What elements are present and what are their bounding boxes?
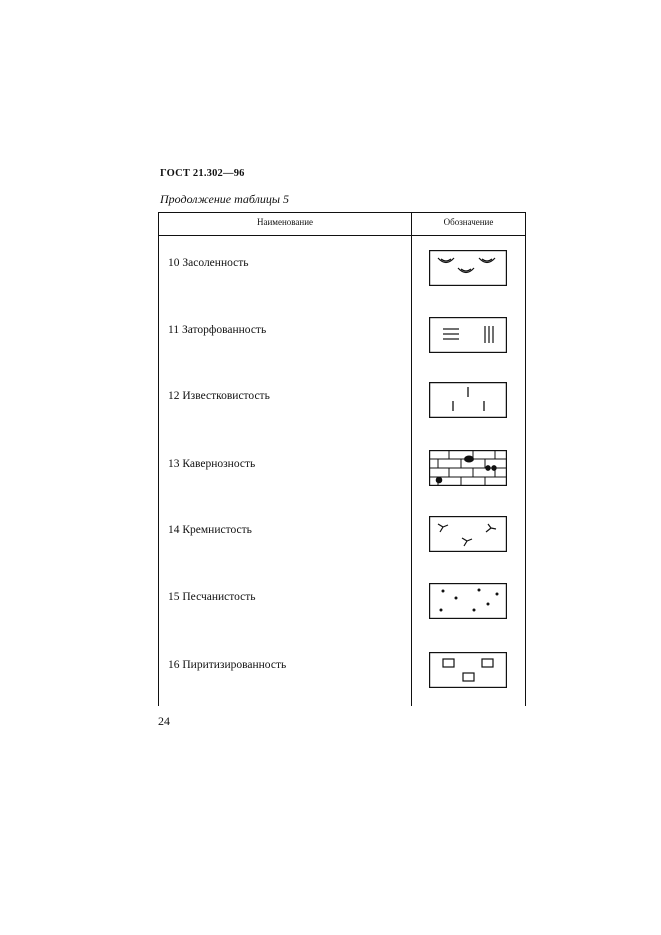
calcareous-symbol-icon (429, 382, 507, 418)
pyritized-symbol-icon (429, 652, 507, 688)
peat-symbol-icon (429, 317, 507, 353)
column-header-name: Наименование (256, 217, 314, 227)
table-top-border (158, 212, 526, 213)
table-header-border (158, 235, 526, 236)
table-row-label: 15 Песчанистость (168, 591, 256, 603)
table-row-label: 14 Кремнистость (168, 524, 252, 536)
column-header-symbol: Обозначение (443, 217, 494, 227)
table-left-border (158, 212, 159, 706)
table-row-label: 13 Кавернозность (168, 458, 256, 470)
table-row-label: 16 Пиритизированность (168, 659, 287, 671)
table-column-divider (411, 212, 412, 706)
table-right-border (525, 212, 526, 706)
page-number: 24 (158, 714, 170, 728)
doc-code: ГОСТ 21.302—96 (160, 168, 245, 179)
cavernous-symbol-icon (429, 450, 507, 486)
siliceous-symbol-icon (429, 516, 507, 552)
table-row-label: 11 Заторфованность (168, 324, 267, 336)
sandy-symbol-icon (429, 583, 507, 619)
salinity-symbol-icon (429, 250, 507, 286)
table-row-label: 10 Засоленность (168, 257, 249, 269)
table-row-label: 12 Известковистость (168, 390, 270, 402)
table-caption: Продолжение таблицы 5 (160, 192, 290, 206)
